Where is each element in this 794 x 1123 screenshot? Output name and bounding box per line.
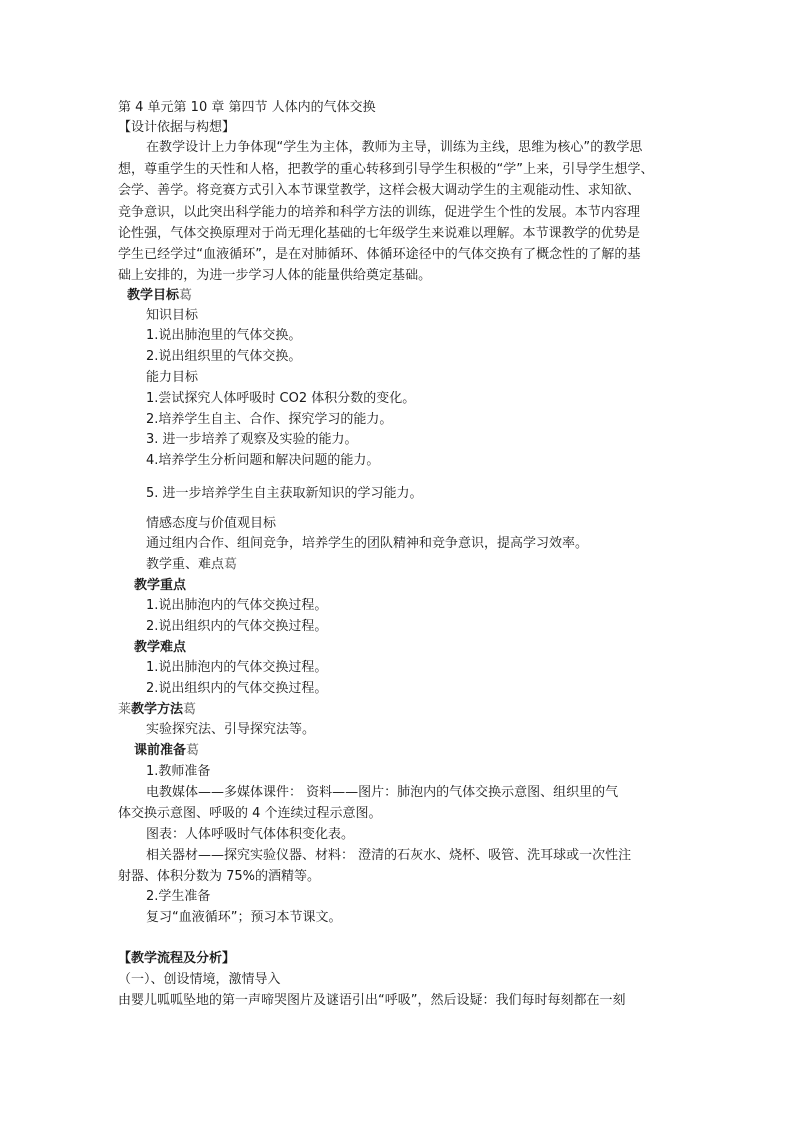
flow-step-heading: （一）、创设情境，激情导入	[118, 972, 281, 987]
ability-item: 1.尝试探究人体呼吸时 CO2 体积分数的变化。	[146, 391, 416, 406]
methods-mark: 葛	[183, 702, 197, 717]
preparation-heading	[134, 741, 199, 761]
objectives-heading-text: 教学目标	[127, 288, 180, 303]
media-line: 电教媒体——多媒体课件： 资料——图片：肺泡内的气体交换示意图、组织里的气	[146, 785, 619, 800]
design-paragraph-line: 会学、善学。将竞赛方式引入本节课堂教学，这样会极大调动学生的主观能动性、求知欲、	[118, 183, 641, 198]
media-line: 体交换示意图、呼吸的 4 个连续过程示意图。	[118, 806, 382, 821]
flow-heading: 【教学流程及分析】	[118, 951, 236, 966]
methods-heading	[118, 700, 196, 720]
design-paragraph-line: 学生已经学过“血液循环”，是在对肺循环、体循环途径中的气体交换有了概念性的了解的基	[118, 247, 641, 262]
knowledge-heading: 知识目标	[146, 308, 199, 323]
key-point-item: 2.说出组织内的气体交换过程。	[146, 619, 328, 634]
ability-item: 5. 进一步培养学生自主获取新知识的学习能力。	[146, 486, 423, 501]
key-point-item: 1.说出肺泡内的气体交换过程。	[146, 598, 328, 613]
preparation-mark: 葛	[186, 743, 200, 758]
design-heading: 【设计依据与构想】	[118, 120, 236, 135]
objectives-mark: 葛	[179, 288, 193, 303]
student-prep-heading: 2.学生准备	[146, 889, 211, 904]
difficult-point-item: 2.说出组织内的气体交换过程。	[146, 681, 328, 696]
objectives-heading	[127, 286, 192, 306]
equipment-line: 相关器材——探究实验仪器、材料： 澄清的石灰水、烧杯、吸管、洗耳球或一次性注	[146, 848, 632, 863]
design-paragraph-line: 论性强，气体交换原理对于尚无理化基础的七年级学生来说难以理解。本节课教学的优势是	[118, 226, 641, 241]
knowledge-item: 1.说出肺泡里的气体交换。	[146, 328, 302, 343]
methods-prefix: 莱	[118, 702, 132, 717]
ability-item: 3. 进一步培养了观察及实验的能力。	[146, 432, 358, 447]
document-title: 第 4 单元第 10 章 第四节 人体内的气体交换	[118, 100, 376, 115]
key-difficult-heading	[146, 555, 237, 575]
knowledge-item: 2.说出组织里的气体交换。	[146, 349, 302, 364]
student-prep-text: 复习“血液循环”；预习本节课文。	[146, 910, 342, 925]
chart-line: 图表：人体呼吸时气体体积变化表。	[146, 827, 355, 842]
design-paragraph-line: 础上安排的，为进一步学习人体的能量供给奠定基础。	[118, 268, 432, 283]
difficult-point-item: 1.说出肺泡内的气体交换过程。	[146, 660, 328, 675]
ability-heading: 能力目标	[146, 370, 199, 385]
emotion-heading: 情感态度与价值观目标	[146, 516, 277, 531]
design-paragraph-line: 在教学设计上力争体现“学生为主体，教师为主导，训练为主线，思维为核心”的教学思	[146, 140, 643, 155]
flow-text: 由婴儿呱呱坠地的第一声啼哭图片及谜语引出“呼吸”，然后设疑：我们每时每刻都在一刻	[118, 993, 626, 1008]
key-difficult-text: 教学重、难点	[146, 557, 225, 572]
key-points-heading: 教学重点	[134, 578, 187, 593]
emotion-text: 通过组内合作、组间竞争，培养学生的团队精神和竞争意识，提高学习效率。	[146, 536, 589, 551]
key-difficult-mark: 葛	[224, 557, 238, 572]
design-paragraph-line: 竞争意识，以此突出科学能力的培养和科学方法的训练，促进学生个性的发展。本节内容理	[118, 205, 641, 220]
methods-heading-text: 教学方法	[131, 702, 184, 717]
ability-item: 2.培养学生自主、合作、探究学习的能力。	[146, 412, 393, 427]
difficult-points-heading: 教学难点	[134, 640, 187, 655]
design-paragraph-line: 想，尊重学生的天性和人格，把教学的重心转移到引导学生积极的“学”上来，引导学生想学、	[118, 162, 654, 177]
equipment-line: 射器、体积分数为 75%的酒精等。	[118, 869, 321, 884]
methods-text: 实验探究法、引导探究法等。	[146, 722, 316, 737]
ability-item: 4.培养学生分析问题和解决问题的能力。	[146, 453, 380, 468]
preparation-heading-text: 课前准备	[134, 743, 187, 758]
teacher-prep-heading: 1.教师准备	[146, 764, 211, 779]
